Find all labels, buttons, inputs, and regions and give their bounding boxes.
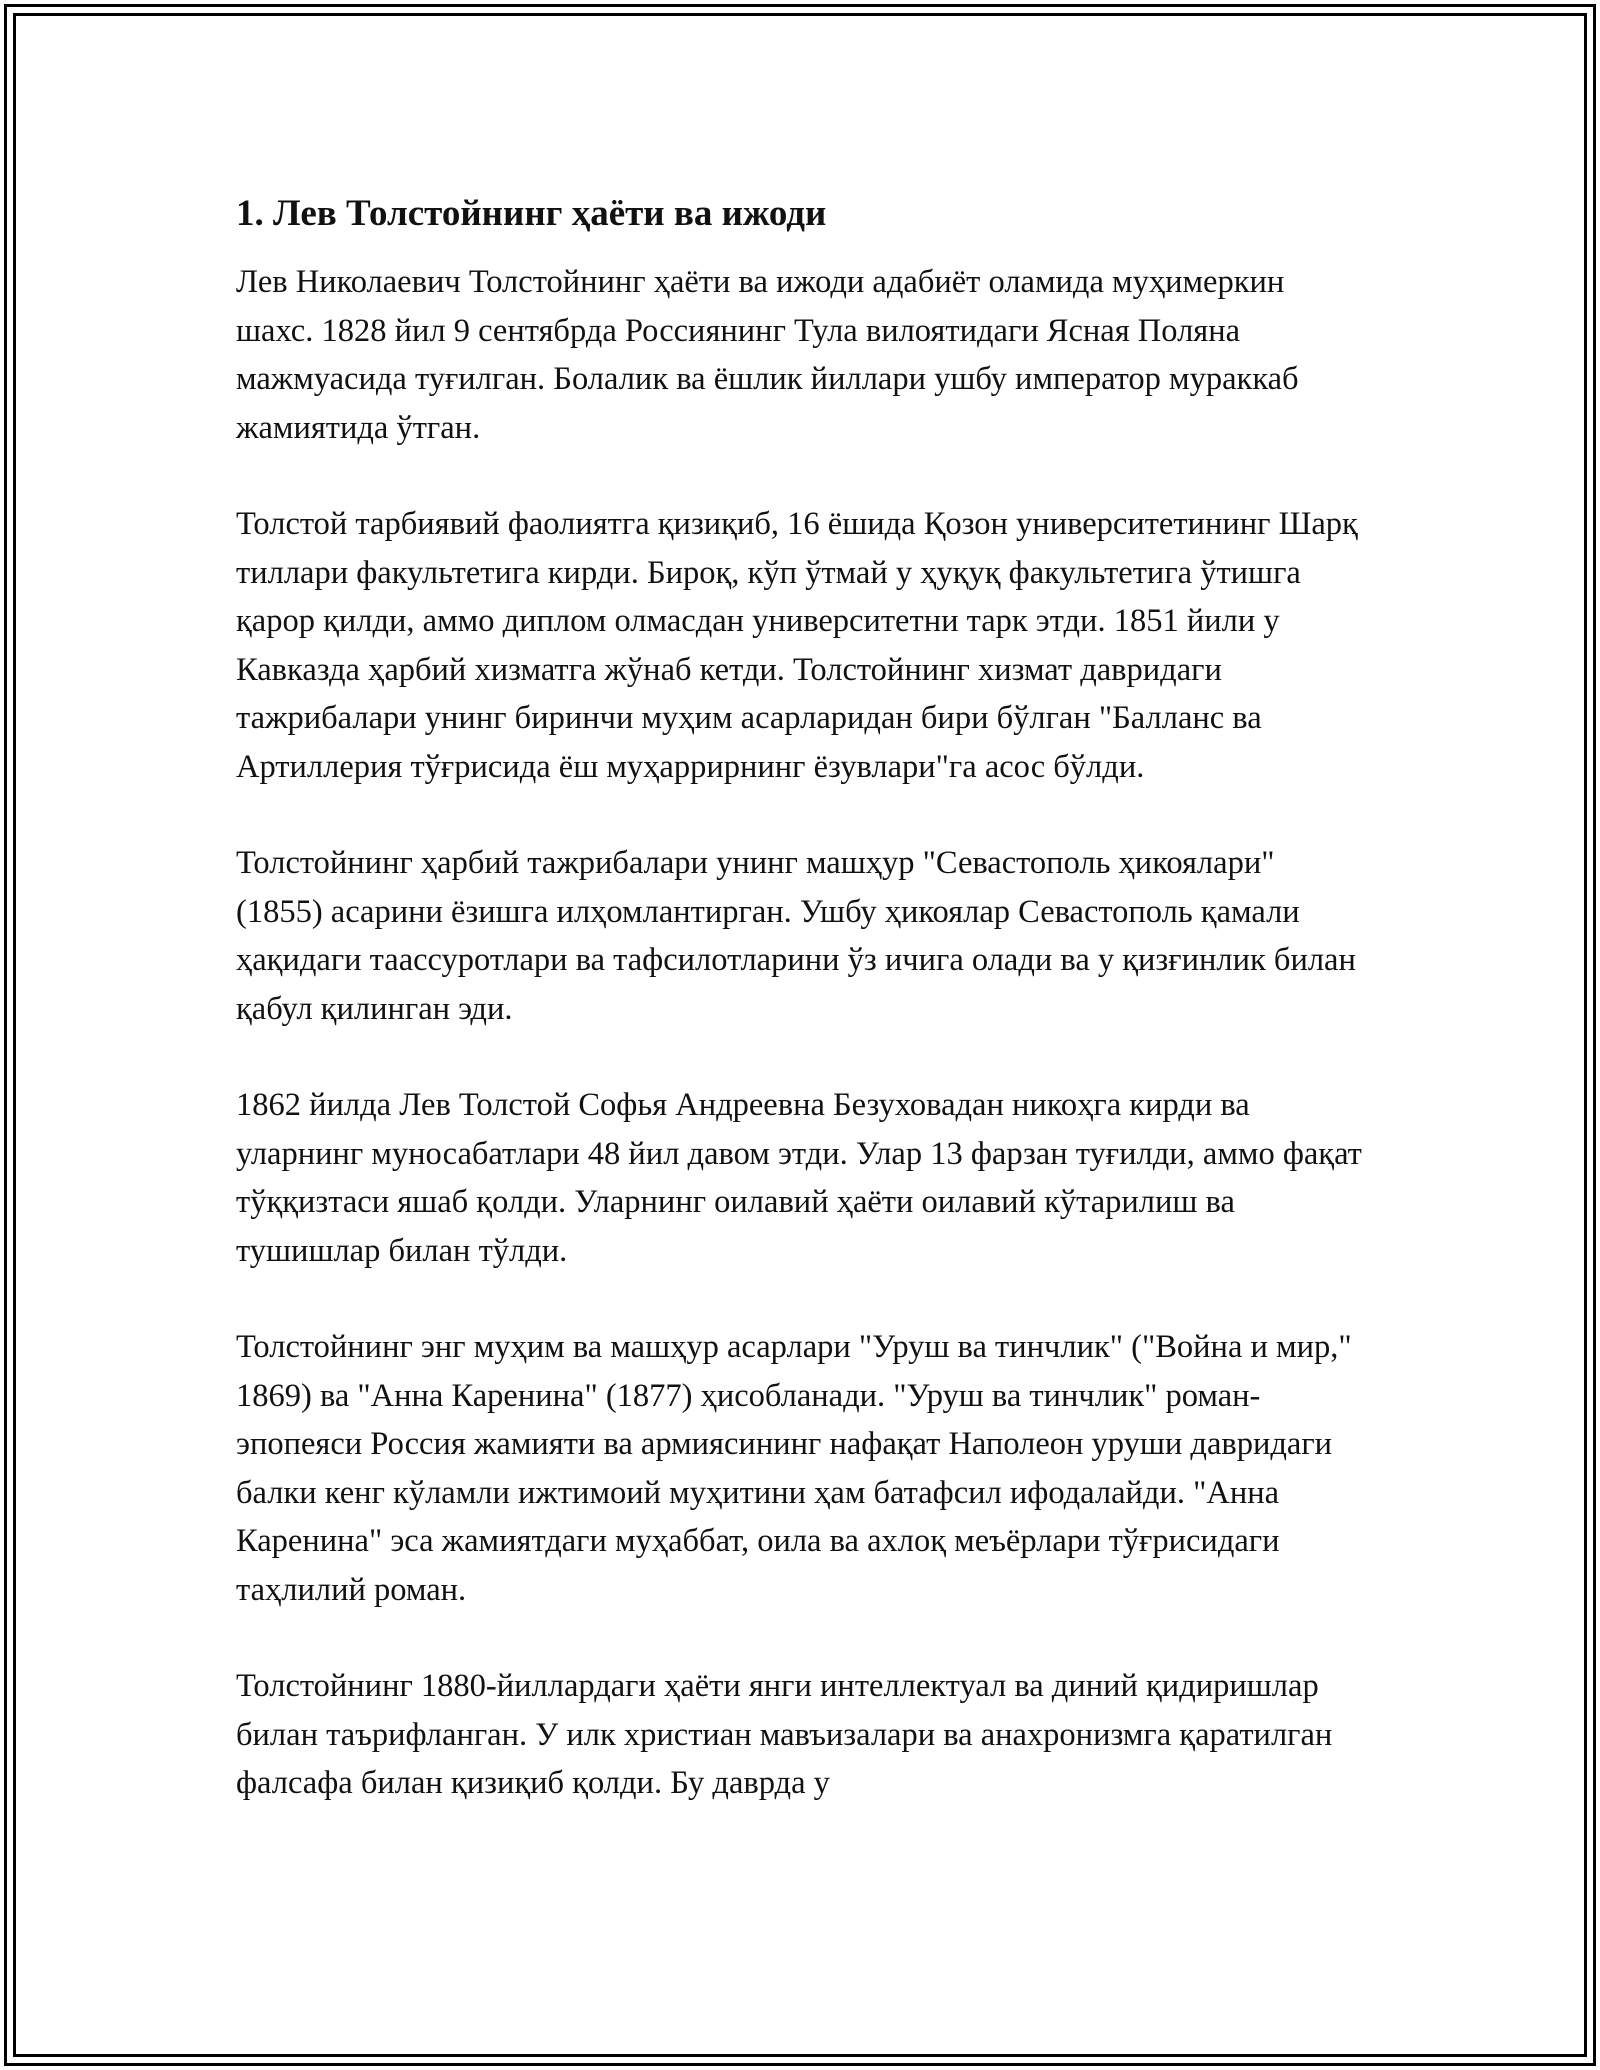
paragraph-education-military: Толстой тарбиявий фаолиятга қизиқиб, 16 ёшида Қозон университетининг Шарқ тиллари факультетига кирди. Бироқ, кўп ўтмай у ҳуқуқ факультетига ўтишга қарор қилди, аммо диплом олмасдан университетни тарк этди. 1851 йили у Кавказда ҳарбий хизматга жўнаб кетди. Толстойнинг хизмат давридаги тажрибалари унинг биринчи муҳим асарларидан бири бўлган "Балланс ва Артиллерия тўғрисида ёш муҳаррирнинг ёзувлари"га асос бўлди. — [236, 506, 1358, 785]
section-heading: 1. Лев Толстойнинг ҳаёти ва ижоди — [236, 193, 827, 234]
paragraph-birth: Лев Николаевич Толстойнинг ҳаёти ва ижоди адабиёт оламида муҳимеркин шахс. 1828 йил 9 сентябрда Россиянинг Тула вилоятидаги Ясная Поляна мажмуасида туғилган. Болалик ва ёшлик йиллари ушбу император мураккаб жамиятида ўтган. — [236, 264, 1299, 446]
paragraph-major-works: Толстойнинг энг муҳим ва машҳур асарлари "Уруш ва тинчлик" ("Война и мир," 1869) ва "Анна Каренина" (1877) ҳисобланади. "Уруш ва тинчлик" роман-эпопеяси Россия жамияти ва армиясининг нафақат Наполеон уруши давридаги балки кенг кўламли ижтимоий муҳитини ҳам батафсил ифодалайди. "Анна Каренина" эса жамиятдаги муҳаббат, оила ва ахлоқ меъёрлари тўғрисидаги таҳлилий роман. — [236, 1329, 1352, 1608]
paragraph-sevastopol: Толстойнинг ҳарбий тажрибалари унинг машҳур "Севастополь ҳикоялари" (1855) асарини ёзишга илҳомлантирган. Ушбу ҳикоялар Севастополь қамали ҳақидаги таассуротлари ва тафсилотларини ўз ичига олади ва у қизғинлик билан қабул қилинган эди. — [236, 845, 1356, 1027]
paragraph-marriage: 1862 йилда Лев Толстой Софья Андреевна Безуховадан никоҳга кирди ва уларнинг муносабатлари 48 йил давом этди. Улар 13 фарзан туғилди, аммо фақат тўққизтаси яшаб қолди. Уларнинг оилавий ҳаёти оилавий кўтарилиш ва тушишлар билан тўлди. — [236, 1087, 1362, 1269]
document-body — [236, 190, 1366, 1856]
paragraph-1880s: Толстойнинг 1880-йиллардаги ҳаёти янги интеллектуал ва диний қидиришлар билан таърифланган. У илк христиан мавъизалари ва анахронизмга қаратилган фалсафа билан қизиқиб қолди. Бу даврда у — [236, 1668, 1333, 1801]
